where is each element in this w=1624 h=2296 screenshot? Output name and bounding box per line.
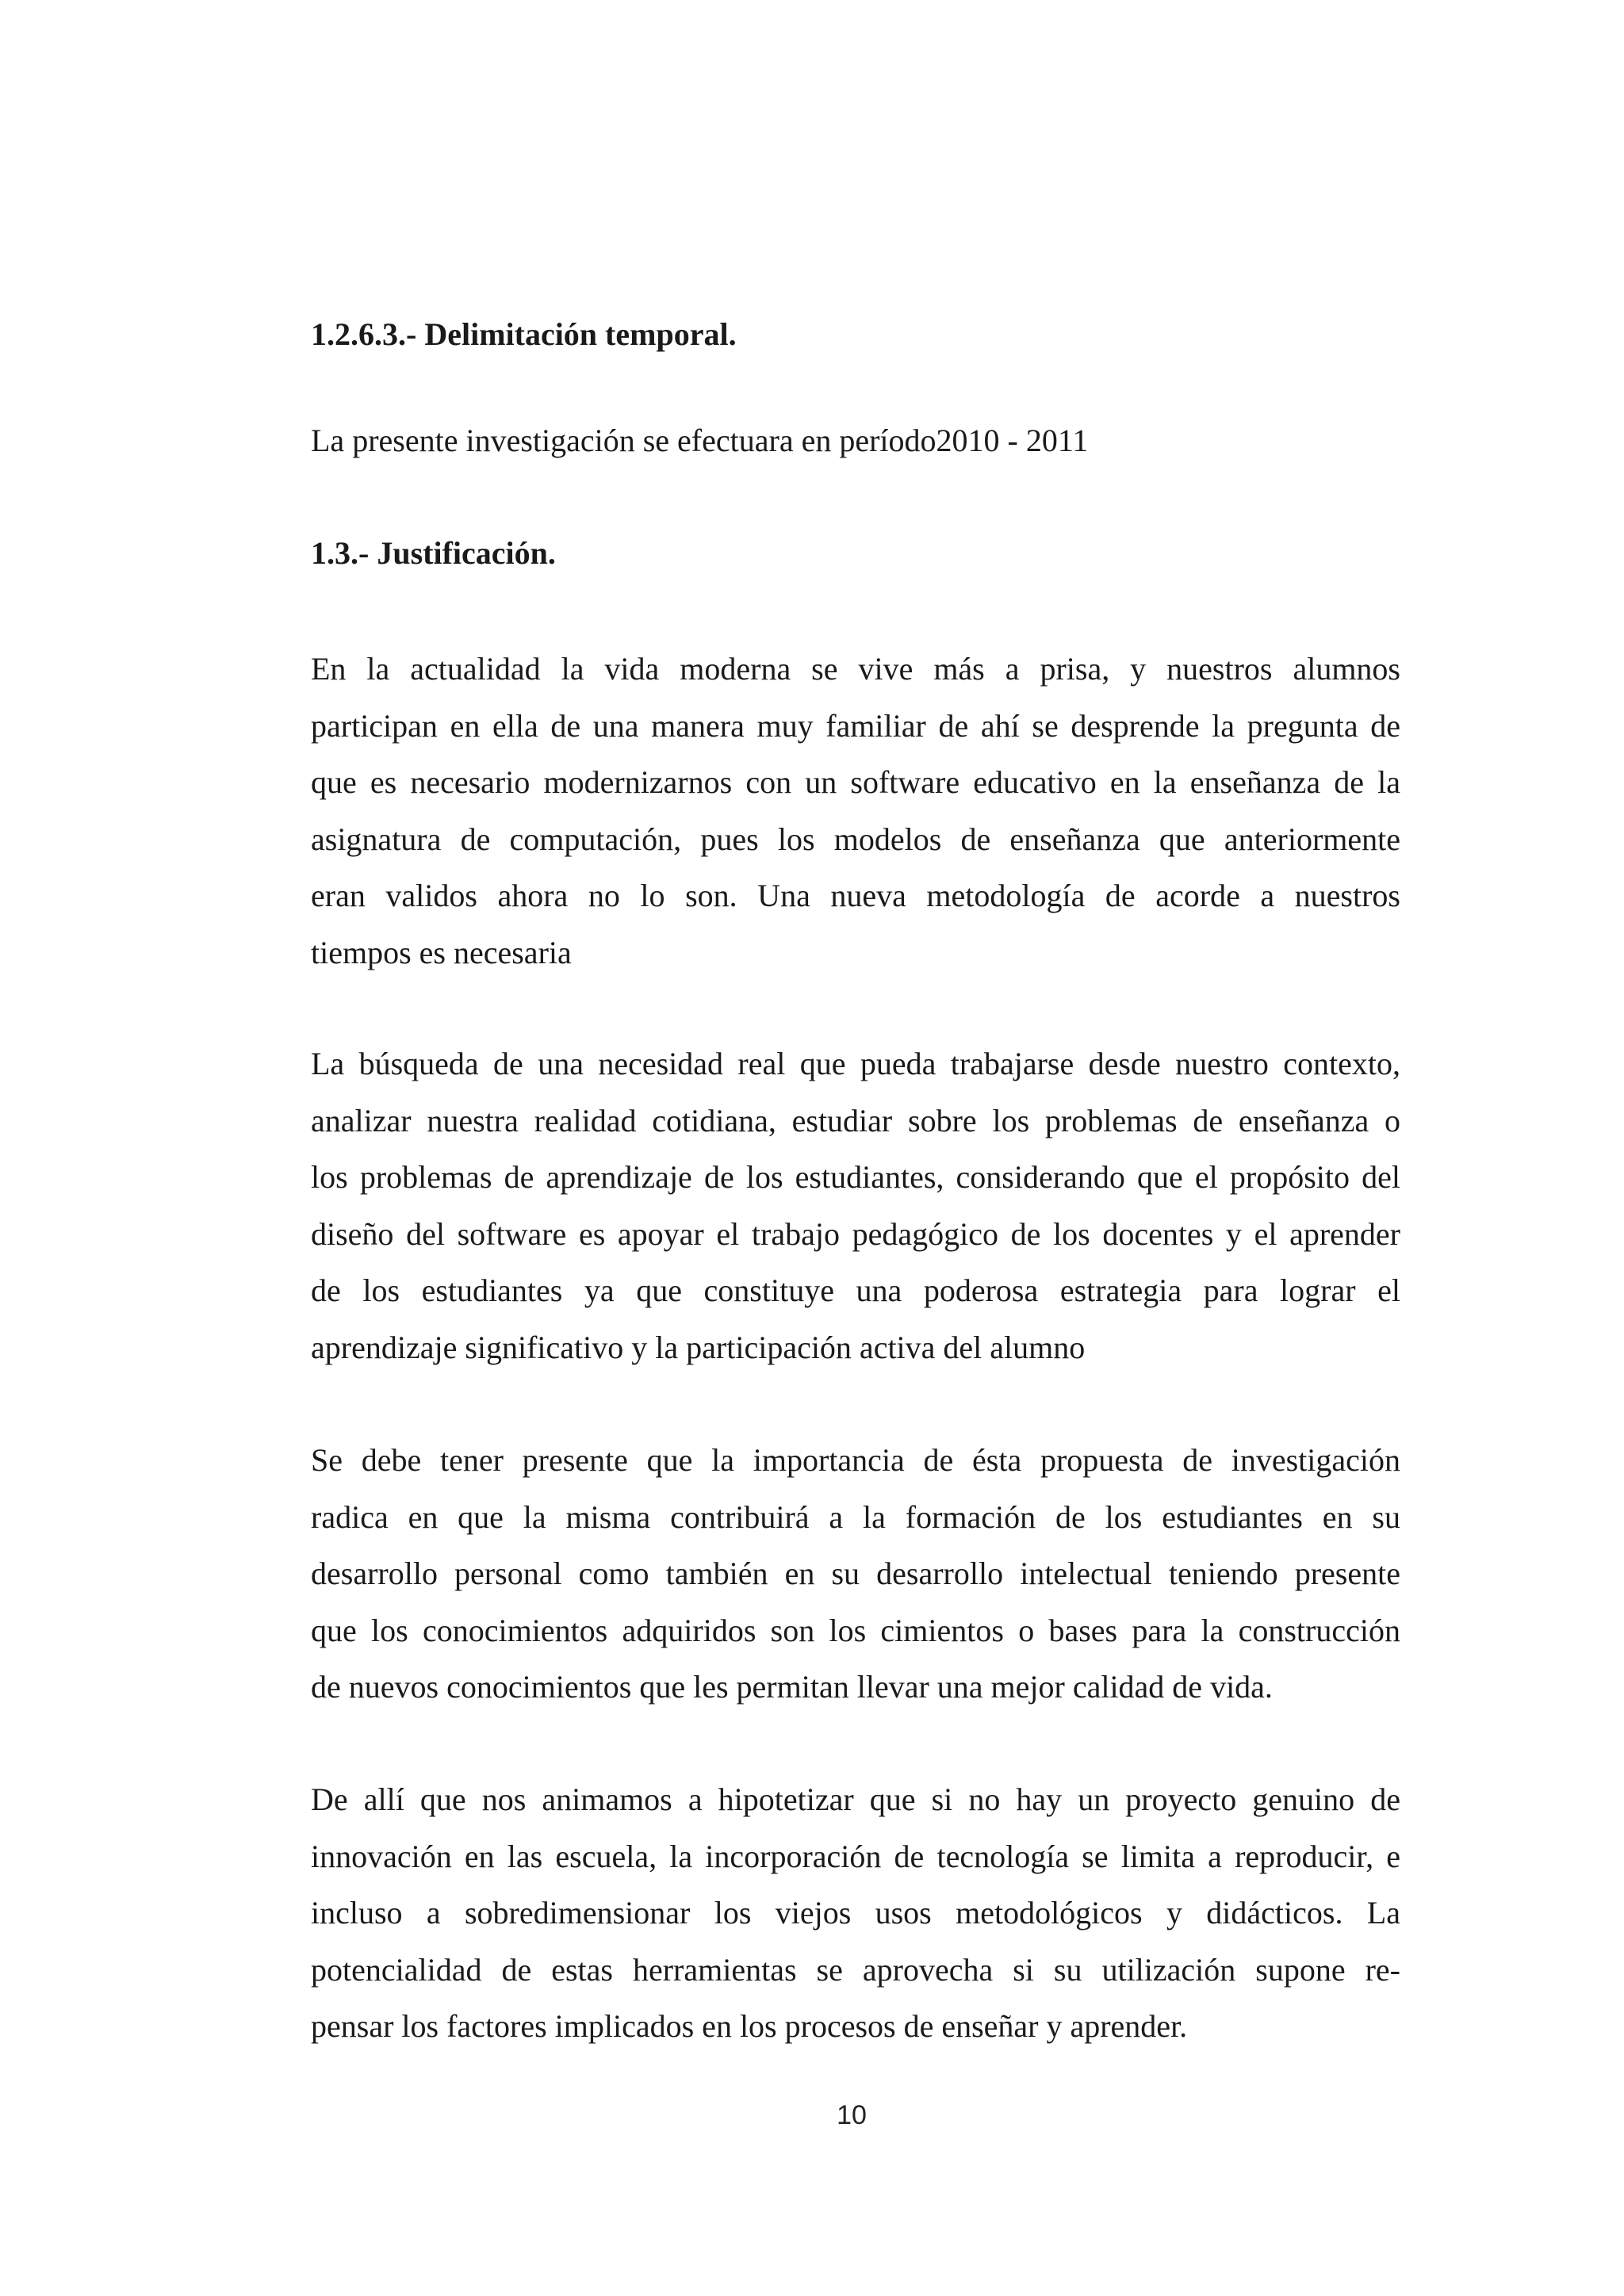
paragraph-line: tiempos es necesaria: [311, 934, 572, 970]
paragraph-line: pensar los factores implicados en los procesos de enseñar y aprender.: [311, 2008, 1188, 2044]
paragraph-line: desarrollo personal como también en su desarrollo intelectual teniendo presente: [311, 1556, 1400, 1591]
paragraph-line: participan en ella de una manera muy familiar de ahí se desprende la pregunta de: [311, 707, 1400, 744]
temporal-delimitation-text: La presente investigación se efectuara en período2010 - 2011: [311, 423, 1089, 458]
section-heading-justification: 1.3.- Justificación.: [311, 535, 556, 571]
page-number: 10: [837, 2100, 867, 2130]
section-heading-temporal-delimitation: 1.2.6.3.- Delimitación temporal.: [311, 316, 737, 352]
paragraph-line: los problemas de aprendizaje de los estudiantes, considerando que el propósito del: [311, 1159, 1400, 1195]
paragraph-2: [311, 1035, 1400, 1376]
paragraph-line: que los conocimientos adquiridos son los cimientos o bases para la construcción: [311, 1612, 1400, 1648]
paragraph-line: De allí que nos animamos a hipotetizar que si no hay un proyecto genuino de: [311, 1781, 1400, 1817]
paragraph-line: asignatura de computación, pues los modelos de enseñanza que anteriormente: [311, 821, 1400, 857]
paragraph-line: radica en que la misma contribuirá a la formación de los estudiantes en su: [311, 1498, 1400, 1535]
paragraph-line: eran validos ahora no lo son. Una nueva metodología de acorde a nuestros: [311, 878, 1400, 913]
paragraph-line: de los estudiantes ya que constituye una poderosa estrategia para lograr el: [311, 1272, 1400, 1308]
paragraph-line: Se debe tener presente que la importancia de ésta propuesta de investigación: [311, 1442, 1400, 1478]
paragraph-line: aprendizaje significativo y la participación activa del alumno: [311, 1329, 1086, 1365]
paragraph-4: [311, 1771, 1400, 2055]
paragraph-line: La búsqueda de una necesidad real que pueda trabajarse desde nuestro contexto,: [311, 1046, 1400, 1081]
paragraph-line: En la actualidad la vida moderna se vive más a prisa, y nuestros alumnos: [311, 651, 1400, 687]
paragraph-3: [311, 1432, 1400, 1716]
paragraph-line: que es necesario modernizarnos con un software educativo en la enseñanza de la: [311, 764, 1400, 800]
paragraph-line: potencialidad de estas herramientas se aprovecha si su utilización supone re-: [311, 1951, 1400, 1988]
paragraph-1: [311, 641, 1400, 981]
paragraph-line: de nuevos conocimientos que les permitan llevar una mejor calidad de vida.: [311, 1669, 1273, 1705]
paragraph-line: innovación en las escuela, la incorporación de tecnología se limita a reproducir, e: [311, 1838, 1400, 1874]
paragraph-line: diseño del software es apoyar el trabajo pedagógico de los docentes y el aprender: [311, 1215, 1400, 1252]
paragraph-line: incluso a sobredimensionar los viejos usos metodológicos y didácticos. La: [311, 1895, 1400, 1931]
paragraph-line: analizar nuestra realidad cotidiana, estudiar sobre los problemas de enseñanza o: [311, 1102, 1400, 1138]
